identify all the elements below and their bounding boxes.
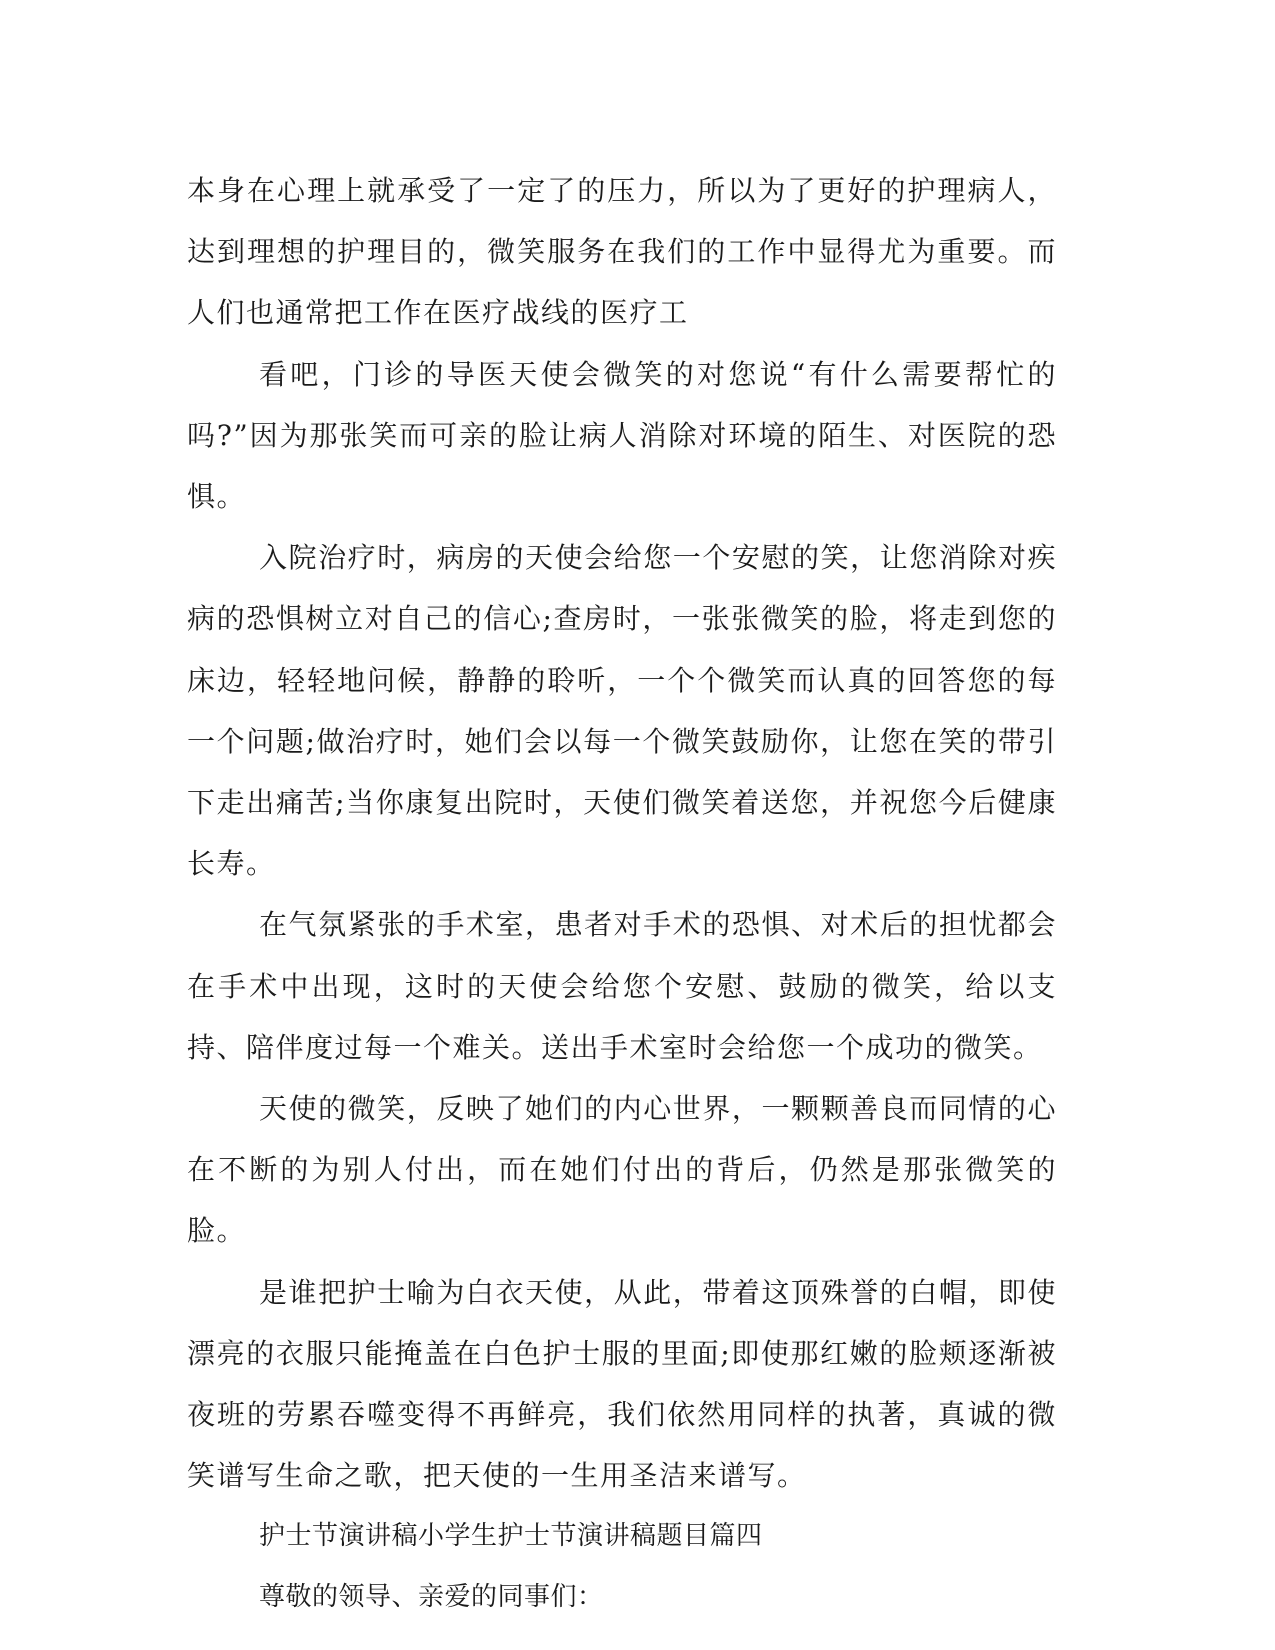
salutation: 尊敬的领导、亲爱的同事们： xyxy=(259,1582,604,1613)
paragraph-3: 入院治疗时，病房的天使会给您一个安慰的笑，让您消除对疾病的恐惧树立对自己的信心;查房时，一张张微笑的脸，将走到您的床边，轻轻地问候，静静的聆听，一个个微笑而认真的回答您的每一个问题;做治疗时，她们会以每一个微笑鼓励你，让您在笑的带引下走出痛苦;当你康复出院时，天使们微笑着送您，并祝您今后健康长寿。 xyxy=(187,541,1057,881)
paragraph-4: 在气氛紧张的手术室，患者对手术的恐惧、对术后的担忧都会在手术中出现，这时的天使会给您个安慰、鼓励的微笑，给以支持、陪伴度过每一个难关。送出手术室时会给您一个成功的微笑。 xyxy=(187,908,1057,1064)
paragraph-6: 是谁把护士喻为白衣天使，从此，带着这顶殊誉的白帽，即使漂亮的衣服只能掩盖在白色护士服的里面;即使那红嫩的脸颊逐渐被夜班的劳累吞噬变得不再鲜亮，我们依然用同样的执著，真诚的微笑谱写生命之歌，把天使的一生用圣洁来谱写。 xyxy=(187,1275,1057,1493)
paragraph-2: 看吧，门诊的导医天使会微笑的对您说“有什么需要帮忙的吗?”因为那张笑而可亲的脸让病人消除对环境的陌生、对医院的恐惧。 xyxy=(187,357,1057,514)
section-title: 护士节演讲稿小学生护士节演讲稿题目篇四 xyxy=(259,1521,763,1552)
paragraph-5: 天使的微笑，反映了她们的内心世界，一颗颗善良而同情的心在不断的为别人付出，而在她们付出的背后，仍然是那张微笑的脸。 xyxy=(187,1092,1057,1248)
document-body xyxy=(187,160,1057,1628)
paragraph-1: 本身在心理上就承受了一定了的压力，所以为了更好的护理病人，达到理想的护理目的，微笑服务在我们的工作中显得尤为重要。而人们也通常把工作在医疗战线的医疗工 xyxy=(187,174,1057,330)
